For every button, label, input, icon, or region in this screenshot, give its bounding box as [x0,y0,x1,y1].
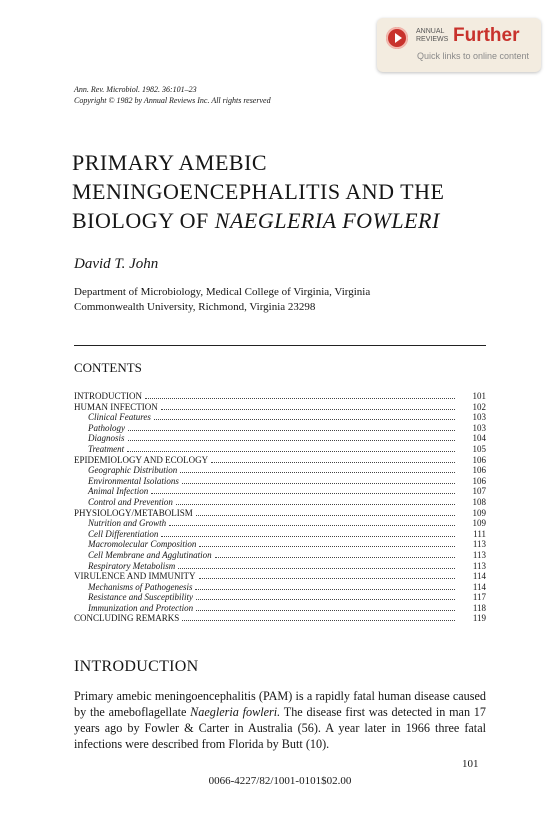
section-heading-introduction: INTRODUCTION [74,658,199,675]
toc-entry-page: 113 [472,560,486,571]
toc-entry [74,518,486,529]
toc-entry [74,561,486,572]
toc-leader-dots [211,456,455,463]
play-icon [386,27,408,49]
article-title: PRIMARY AMEBIC MENINGOENCEPHALITIS AND THE BIOLOGY OF NAEGLERIA FOWLERI [72,150,445,233]
toc-entry-label: Immunization and Protection [88,602,194,613]
toc-leader-dots [178,562,455,569]
toc-entry-label: EPIDEMIOLOGY AND ECOLOGY [74,454,209,465]
toc-entry [74,582,486,593]
toc-entry-page: 106 [472,475,486,486]
toc-leader-dots [199,540,455,547]
toc-entry-label: Respiratory Metabolism [88,560,176,571]
toc-entry [74,444,486,455]
toc-entry [74,402,486,413]
toc-leader-dots [145,392,455,399]
toc-entry [74,423,486,434]
toc-entry-label: Geographic Distribution [88,465,178,476]
affiliation: Department of Microbiology, Medical College of Virginia, Virginia Commonwealth University, Richmond, Virginia 23298 [74,286,371,313]
toc-entry-page: 111 [473,528,486,539]
toc-entry-label: HUMAN INFECTION [74,401,158,412]
toc-entry-label: Treatment [88,443,125,454]
toc-entry-page: 101 [472,391,486,401]
toc-entry [74,539,486,550]
divider [74,345,486,346]
toc-entry-page: 107 [472,486,486,497]
further-label: Further [453,25,520,46]
toc-entry-page: 113 [472,539,486,550]
toc-entry [74,486,486,497]
toc-entry [74,603,486,614]
toc-entry-label: VIRULENCE AND IMMUNITY [74,571,196,582]
toc-entry-label: Mechanisms of Pathogenesis [88,581,193,592]
toc-entry-label: Macromolecular Composition [88,539,197,550]
toc-entry-label: Nutrition and Growth [88,518,167,529]
citation-line-1: Ann. Rev. Microbiol. 1982. 36:101–23 [74,85,197,94]
toc-entry-page: 102 [472,401,486,412]
table-of-contents [74,391,486,624]
toc-entry [74,433,486,444]
toc-entry [74,455,486,466]
toc-entry-label: Animal Infection [88,486,149,497]
toc-leader-dots [215,551,455,558]
toc-entry-page: 119 [472,613,486,624]
toc-entry [74,592,486,603]
toc-entry-page: 117 [472,592,486,603]
toc-leader-dots [196,604,455,611]
toc-entry [74,571,486,582]
toc-entry [74,550,486,561]
toc-entry-label: Environmental Isolations [88,475,179,486]
toc-leader-dots [169,519,455,526]
toc-entry-page: 109 [472,518,486,529]
toc-entry-label: Diagnosis [88,433,125,444]
toc-leader-dots [176,498,455,505]
toc-entry-label: Cell Membrane and Agglutination [88,549,212,560]
toc-leader-dots [128,434,455,441]
toc-leader-dots [196,593,455,600]
toc-entry-page: 106 [472,454,486,465]
toc-entry-page: 106 [472,465,486,476]
toc-leader-dots [161,403,455,410]
author-name: David T. John [74,256,159,272]
toc-entry-label: INTRODUCTION [74,391,142,401]
toc-entry-page: 118 [472,602,486,613]
toc-entry-label: Pathology [88,422,125,433]
toc-entry-page: 113 [472,549,486,560]
toc-entry-label: CONCLUDING REMARKS [74,613,180,624]
toc-entry [74,497,486,508]
toc-entry-label: Resistance and Susceptibility [88,592,193,603]
page-number: 101 [462,758,479,770]
toc-leader-dots [151,487,455,494]
toc-leader-dots [182,477,455,484]
toc-leader-dots [196,509,455,516]
toc-entry-page: 109 [472,507,486,518]
footer-code: 0066-4227/82/1001-0101$02.00 [208,775,352,787]
toc-entry-page: 105 [472,443,486,454]
toc-entry-page: 103 [472,412,486,423]
toc-entry-label: Cell Differentiation [88,528,159,539]
toc-entry-page: 114 [472,581,486,592]
citation-line-2: Copyright © 1982 by Annual Reviews Inc. All rights reserved [74,96,271,105]
toc-entry-page: 103 [472,422,486,433]
toc-entry [74,412,486,423]
toc-leader-dots [199,572,456,579]
toc-entry-label: PHYSIOLOGY/METABOLISM [74,507,193,518]
toc-entry-page: 108 [472,496,486,507]
annual-reviews-wordmark: ANNUAL REVIEWS [416,28,449,43]
toc-leader-dots [154,413,455,420]
toc-entry [74,476,486,487]
toc-entry-label: Control and Prevention [88,496,173,507]
contents-heading: CONTENTS [74,360,142,375]
introduction-paragraph: Primary amebic meningoencephalitis (PAM) is a rapidly fatal human disease caused by the ameboflagellate Naegleria fowleri. The disease first was detected in man 17 years ago by Fowler & Carter in Australia (56). A year later in 1966 three fatal infections were described from Florida by Butt (10). [74,689,486,751]
toc-leader-dots [195,583,455,590]
toc-entry [74,508,486,519]
toc-entry [74,465,486,476]
further-tagline: Quick links to online content [417,51,530,61]
toc-entry [74,613,486,624]
toc-leader-dots [180,466,455,473]
toc-leader-dots [182,614,455,621]
toc-leader-dots [128,424,455,431]
toc-leader-dots [127,445,455,452]
toc-entry-page: 104 [472,433,486,444]
toc-entry [74,391,486,402]
toc-leader-dots [161,530,455,537]
toc-entry-page: 114 [472,571,486,582]
toc-entry-label: Clinical Features [88,412,151,423]
annual-reviews-further-badge[interactable] [377,18,541,72]
toc-entry [74,529,486,540]
